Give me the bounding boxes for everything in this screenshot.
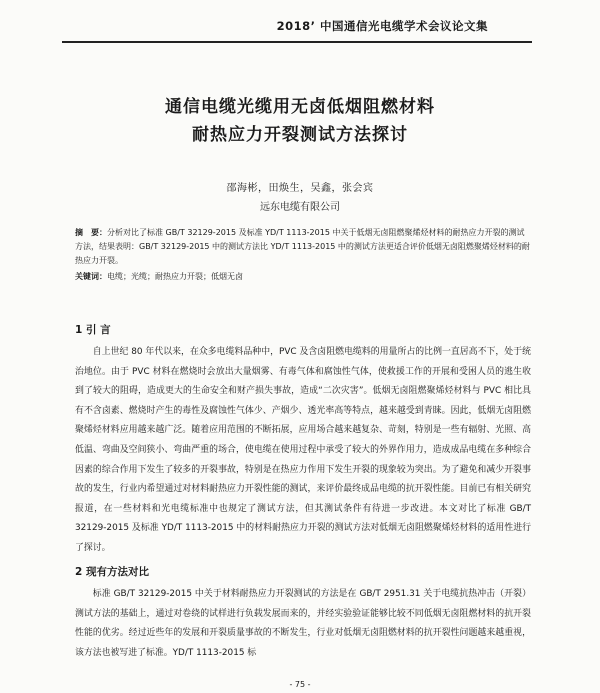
paper-title-line-2: 耐热应力开裂测试方法探讨 [192,125,408,145]
keywords [75,270,530,284]
abstract-text: 分析对比了标准 GB/T 32129-2015 及标准 YD/T 1113-2015 中关于低烟无卤阻燃聚烯烃材料的耐热应力开裂的测试方法，结果表明：GB/T 32129-2015 中的测试方法比 YD/T 1113-2015 中的测试方法更适合评价低烟无卤阻燃聚烯烃材料的耐热应力开裂。 [75,228,530,265]
header-rule [62,41,532,43]
section-heading-method-comparison: 2 现有方法对比 [75,566,149,578]
section-heading-introduction: 1 引 言 [75,324,111,336]
running-header [0,0,600,44]
author-list: 邵海彬，田焕生，吴鑫，张会宾 [226,183,374,194]
proceedings-title: 2018’ 中国通信光电缆学术会议论文集 [276,19,488,33]
author-affiliation: 远东电缆有限公司 [260,202,340,213]
page-number: - 75 - [289,680,311,689]
abstract [75,226,530,268]
method-comparison-paragraph: 标准 GB/T 32129-2015 中关于材料耐热应力开裂测试的方法是在 GB/T 2951.31 关于电缆抗热冲击（开裂）测试方法的基础上，通过对卷绕的试样进行负载发展而来的，并经实验验证能够比较不同低烟无卤阻燃材料的抗开裂性能的优劣。经过近些年的发展和开裂质量事故的不断发生，行业对低烟无卤阻燃材料的抗开裂性问题越来越重视，该方法也被写进了标准。YD/T 1113-2015 标 [75,589,531,658]
paper-title-line-1: 通信电缆光缆用无卤低烟阻燃材料 [165,97,435,117]
keywords-label: 关键词： [75,272,107,281]
abstract-label: 摘 要： [75,228,107,237]
introduction-paragraph: 自上世纪 80 年代以来，在众多电缆料品种中，PVC 及含卤阻燃电缆料的用量所占的比例一直居高不下，处于统治地位。由于 PVC 材料在燃烧时会放出大量烟雾、有毒气体和腐蚀性气体，使救援工作的开展和受困人员的逃生收到了较大的阻碍，造成更大的生命安全和财产损失事故，造成“二次灾害”。低烟无卤阻燃聚烯烃材料与 PVC 相比具有不含卤素、燃烧时产生的毒性及腐蚀性气体少、产烟少、透光率高等特点，越来越受到青睐。因此，低烟无卤阻燃聚烯烃材料应用越来越广泛。随着应用范围的不断拓展，应用场合越来越复杂、苛刻，特别是一些有辐射、光照、高低温、弯曲及空间狭小、弯曲严重的场合，使电缆在使用过程中承受了较大的外界作用力，造成成品电缆在多种综合因素的综合作用下发生了较多的开裂事故，特别是在热应力作用下发生开裂的现象较为突出。为了避免和减少开裂事故的发生，行业内希望通过对材料耐热应力开裂性能的测试，来评价最终成品电缆的抗开裂性能。目前已有相关研究报道，在一些材料和光电缆标准中也规定了测试方法，但其测试条件有待进一步改进。本文对比了标准 GB/T 32129-2015 及标准 YD/T 1113-2015 中的材料耐热应力开裂的测试方法对低烟无卤阻燃聚烯烃材料的适用性进行了探讨。 [75,347,531,553]
keywords-text: 电缆；光缆；耐热应力开裂；低烟无卤 [107,272,243,281]
